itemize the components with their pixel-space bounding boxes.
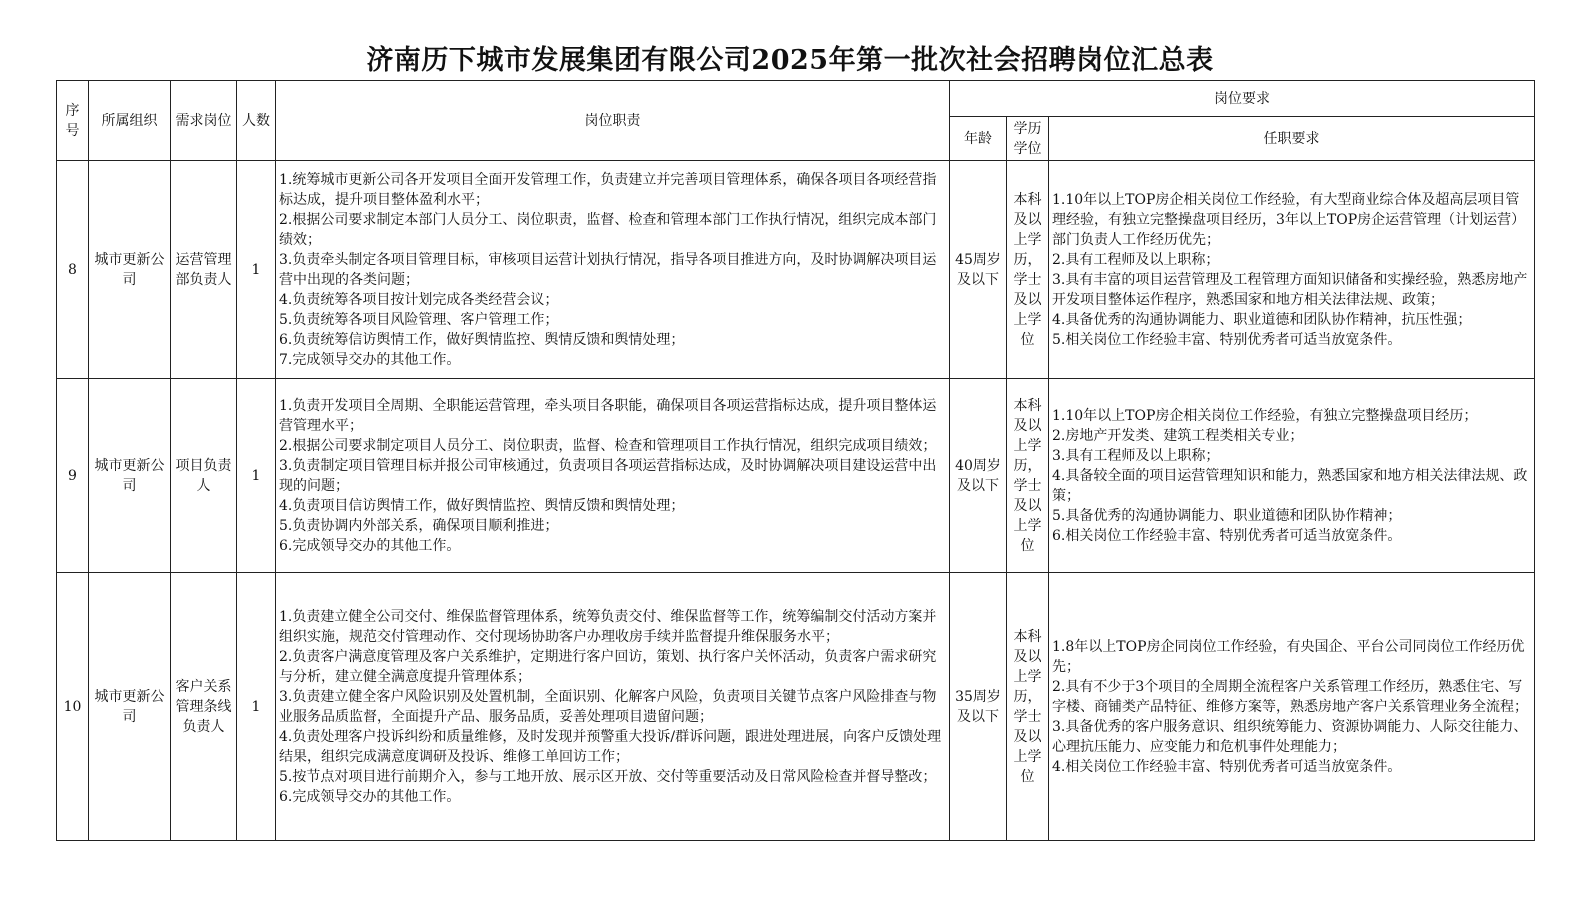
- cell-age: 45周岁及以下: [950, 161, 1007, 379]
- table-row: [57, 161, 1535, 379]
- duty-line: 2.根据公司要求制定项目人员分工、岗位职责，监督、检查和管理项目工作执行情况，组织完成项目绩效；: [279, 437, 937, 454]
- cell-org: 城市更新公司: [89, 573, 171, 841]
- cell-org: 城市更新公司: [89, 379, 171, 573]
- duty-line: 5.负责协调内外部关系，确保项目顺利推进；: [279, 517, 559, 534]
- duty-line: 2.负责客户满意度管理及客户关系维护，定期进行客户回访，策划、执行客户关怀活动，负责客户需求研究与分析，建立健全满意度提升管理体系；: [279, 648, 937, 685]
- duty-line: 4.负责处理客户投诉纠纷和质量维修，及时发现并预警重大投诉/群诉问题，跟进处理进展，向客户反馈处理结果，组织完成满意度调研及投诉、维修工单回访工作；: [279, 728, 942, 765]
- cell-age: 35周岁及以下: [950, 573, 1007, 841]
- requirement-line: 4.具备优秀的沟通协调能力、职业道德和团队协作精神，抗压性强；: [1052, 311, 1472, 328]
- header-count: 人数: [237, 81, 276, 161]
- header-age: 年龄: [950, 117, 1007, 161]
- requirement-line: 5.具备优秀的沟通协调能力、职业道德和团队协作精神；: [1052, 507, 1402, 524]
- duty-line: 6.完成领导交办的其他工作。: [279, 537, 461, 554]
- requirement-line: 3.具有工程师及以上职称；: [1052, 447, 1220, 464]
- duty-line: 6.完成领导交办的其他工作。: [279, 788, 461, 805]
- cell-qualifications: [1049, 379, 1535, 573]
- cell-seq: 8: [57, 161, 89, 379]
- cell-age: 40周岁及以下: [950, 379, 1007, 573]
- duty-line: 7.完成领导交办的其他工作。: [279, 351, 461, 368]
- requirement-line: 1.10年以上TOP房企相关岗位工作经验，有独立完整操盘项目经历；: [1052, 407, 1478, 424]
- cell-qualifications: [1049, 161, 1535, 379]
- cell-duties: [276, 161, 950, 379]
- cell-duties: [276, 379, 950, 573]
- header-education: 学历学位: [1007, 117, 1049, 161]
- duty-line: 3.负责制定项目管理目标并报公司审核通过，负责项目各项运营指标达成，及时协调解决项目建设运营中出现的问题；: [279, 457, 937, 494]
- requirement-line: 3.具有丰富的项目运营管理及工程管理方面知识储备和实操经验，熟悉房地产开发项目整体运作程序，熟悉国家和地方相关法律法规、政策；: [1052, 271, 1528, 308]
- cell-count: 1: [237, 573, 276, 841]
- header-seq: 序号: [57, 81, 89, 161]
- duty-line: 5.按节点对项目进行前期介入，参与工地开放、展示区开放、交付等重要活动及日常风险检查并督导整改；: [279, 768, 937, 785]
- requirement-line: 3.具备优秀的客户服务意识、组织统筹能力、资源协调能力、人际交往能力、心理抗压能力、应变能力和危机事件处理能力；: [1052, 718, 1528, 755]
- requirement-line: 4.具备较全面的项目运营管理知识和能力，熟悉国家和地方相关法律法规、政策；: [1052, 467, 1528, 504]
- header-qualifications: 任职要求: [1049, 117, 1535, 161]
- cell-seq: 9: [57, 379, 89, 573]
- duty-line: 1.负责建立健全公司交付、维保监督管理体系，统筹负责交付、维保监督等工作，统筹编制交付活动方案并组织实施，规范交付管理动作、交付现场协助客户办理收房手续并监督提升维保服务水平；: [279, 608, 937, 645]
- cell-duties: [276, 573, 950, 841]
- duty-line: 3.负责牵头制定各项目管理目标，审核项目运营计划执行情况，指导各项目推进方向，及时协调解决项目运营中出现的各类问题；: [279, 251, 937, 288]
- cell-count: 1: [237, 161, 276, 379]
- header-duties: 岗位职责: [276, 81, 950, 161]
- cell-education: 本科及以上学历，学士及以上学位: [1007, 161, 1049, 379]
- cell-position: 运营管理部负责人: [171, 161, 237, 379]
- cell-seq: 10: [57, 573, 89, 841]
- document-title: 济南历下城市发展集团有限公司2025年第一批次社会招聘岗位汇总表: [366, 45, 1214, 76]
- table-body: [57, 161, 1535, 841]
- duty-line: 5.负责统筹各项目风险管理、客户管理工作；: [279, 311, 559, 328]
- duty-line: 2.根据公司要求制定本部门人员分工、岗位职责，监督、检查和管理本部门工作执行情况，组织完成本部门绩效；: [279, 211, 937, 248]
- cell-qualifications: [1049, 573, 1535, 841]
- duty-line: 4.负责项目信访舆情工作，做好舆情监控、舆情反馈和舆情处理；: [279, 497, 685, 514]
- duty-line: 6.负责统筹信访舆情工作，做好舆情监控、舆情反馈和舆情处理；: [279, 331, 685, 348]
- duty-line: 1.统筹城市更新公司各开发项目全面开发管理工作，负责建立并完善项目管理体系，确保各项目各项经营指标达成，提升项目整体盈利水平；: [279, 171, 937, 208]
- table-row: [57, 379, 1535, 573]
- cell-education: 本科及以上学历，学士及以上学位: [1007, 573, 1049, 841]
- cell-count: 1: [237, 379, 276, 573]
- requirement-line: 6.相关岗位工作经验丰富、特别优秀者可适当放宽条件。: [1052, 527, 1402, 544]
- header-requirements: 岗位要求: [950, 81, 1535, 117]
- requirement-line: 1.8年以上TOP房企同岗位工作经验，有央国企、平台公司同岗位工作经历优先；: [1052, 638, 1525, 675]
- duty-line: 1.负责开发项目全周期、全职能运营管理，牵头项目各职能，确保项目各项运营指标达成，提升项目整体运营管理水平；: [279, 397, 937, 434]
- requirement-line: 1.10年以上TOP房企相关岗位工作经验，有大型商业综合体及超高层项目管理经验，有独立完整操盘项目经历，3年以上TOP房企运营管理（计划运营）部门负责人工作经历优先；: [1052, 191, 1526, 248]
- requirement-line: 2.具有不少于3个项目的全周期全流程客户关系管理工作经历，熟悉住宅、写字楼、商铺类产品特征、维修方案等，熟悉房地产客户关系管理业务全流程；: [1052, 678, 1528, 715]
- requirement-line: 5.相关岗位工作经验丰富、特别优秀者可适当放宽条件。: [1052, 331, 1402, 348]
- cell-position: 项目负责人: [171, 379, 237, 573]
- cell-org: 城市更新公司: [89, 161, 171, 379]
- requirement-line: 2.房地产开发类、建筑工程类相关专业；: [1052, 427, 1304, 444]
- requirement-line: 2.具有工程师及以上职称；: [1052, 251, 1220, 268]
- header-org: 所属组织: [89, 81, 171, 161]
- recruitment-table: [56, 80, 1535, 841]
- duty-line: 3.负责建立健全客户风险识别及处置机制，全面识别、化解客户风险，负责项目关键节点客户风险排查与物业服务品质监督，全面提升产品、服务品质，妥善处理项目遗留问题；: [279, 688, 937, 725]
- duty-line: 4.负责统筹各项目按计划完成各类经营会议；: [279, 291, 559, 308]
- cell-position: 客户关系管理条线负责人: [171, 573, 237, 841]
- header-position: 需求岗位: [171, 81, 237, 161]
- cell-education: 本科及以上学历，学士及以上学位: [1007, 379, 1049, 573]
- table-row: [57, 573, 1535, 841]
- requirement-line: 4.相关岗位工作经验丰富、特别优秀者可适当放宽条件。: [1052, 758, 1402, 775]
